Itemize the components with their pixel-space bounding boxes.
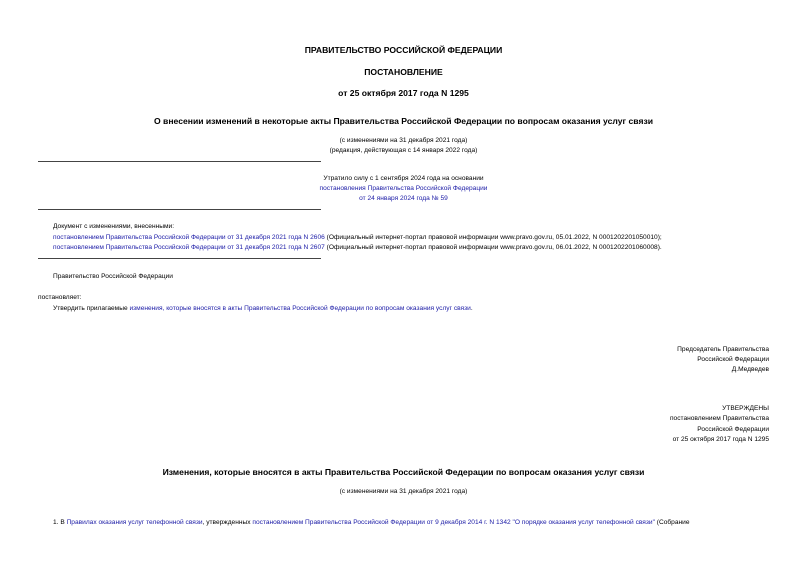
date-number: от 25 октября 2017 года N 1295	[338, 88, 469, 98]
changes-note-2: (с изменениями на 31 декабря 2021 года)	[339, 488, 468, 495]
signature-org: Российской Федерации	[697, 356, 769, 363]
paragraph-1	[53, 519, 769, 526]
p1-suffix: (Собрание	[654, 519, 690, 526]
amendment-source: (Официальный интернет-портал правовой информации www.pravo.gov.ru, 05.01.2022, N 0001202201050010);	[324, 234, 662, 241]
government-heading: ПРАВИТЕЛЬСТВО РОССИЙСКОЙ ФЕДЕРАЦИИ	[304, 45, 503, 55]
resolves: постановляет:	[38, 294, 82, 301]
resolution-link[interactable]: постановлением Правительства Российской Федерации от 9 декабря 2014 г. N 1342 "О порядке оказания услуг телефонной связи"	[252, 519, 655, 526]
repeal-link-resolution[interactable]: постановления Правительства Российской Федерации	[319, 185, 488, 192]
approve-paragraph	[53, 305, 473, 312]
approved-by: постановлением Правительства	[669, 415, 769, 422]
approve-prefix: Утвердить прилагаемые	[53, 305, 130, 312]
amendment-link[interactable]: постановлением Правительства Российской Федерации от 31 декабря 2021 года N 2607	[53, 244, 325, 251]
signature-title: Председатель Правительства	[677, 346, 769, 353]
approve-suffix: .	[470, 305, 473, 312]
changes-note: (с изменениями на 31 декабря 2021 года)	[339, 137, 468, 144]
divider	[38, 258, 321, 259]
doc-type-heading: ПОСТАНОВЛЕНИЕ	[364, 67, 443, 77]
issuer: Правительство Российской Федерации	[53, 273, 173, 280]
amendment-link[interactable]: постановлением Правительства Российской Федерации от 31 декабря 2021 года N 2606	[53, 234, 325, 241]
approved-heading: УТВЕРЖДЕНЫ	[722, 405, 769, 412]
repeal-line: Утратило силу с 1 сентября 2024 года на основании	[323, 175, 484, 182]
divider	[38, 209, 321, 210]
edition-note: (редакция, действующая с 14 января 2022 года)	[329, 147, 478, 154]
rules-link[interactable]: Правилах оказания услуг телефонной связи	[66, 519, 203, 526]
signature-name: Д.Медведев	[731, 366, 769, 373]
amendment-source: (Официальный интернет-портал правовой информации www.pravo.gov.ru, 06.01.2022, N 0001202201060008).	[324, 244, 662, 251]
changes-title: Изменения, которые вносятся в акты Правительства Российской Федерации по вопросам оказания услуг связи	[162, 467, 645, 477]
document-title: О внесении изменений в некоторые акты Правительства Российской Федерации по вопросам оказания услуг связи	[153, 116, 654, 126]
approved-org: Российской Федерации	[697, 426, 769, 433]
p1-prefix: 1. В	[53, 519, 67, 526]
amendment-item	[53, 244, 662, 251]
approve-link[interactable]: изменения, которые вносятся в акты Правительства Российской Федерации по вопросам оказания услуг связи	[129, 305, 471, 312]
divider	[38, 161, 321, 162]
amendments-intro: Документ с изменениями, внесенными:	[53, 223, 175, 230]
p1-mid: , утвержденных	[202, 519, 253, 526]
amendment-item	[53, 234, 662, 241]
repeal-link-date[interactable]: от 24 января 2024 года № 59	[359, 195, 448, 202]
approved-date: от 25 октября 2017 года N 1295	[672, 436, 769, 443]
